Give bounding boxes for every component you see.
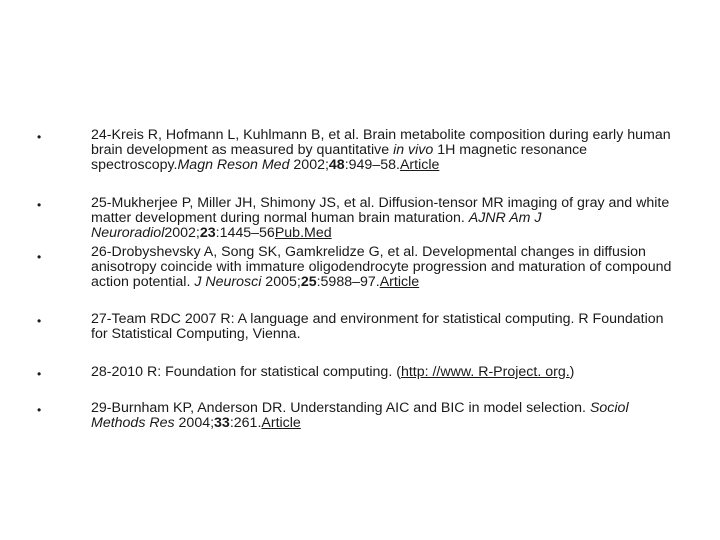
reference-25 bbox=[91, 196, 681, 242]
reference-28 bbox=[91, 365, 681, 380]
reference-volume: 23 bbox=[199, 225, 216, 242]
reference-text: 26-Drobyshevsky A, Song SK, Gamkrelidze G, et al. Developmental changes in diffusion anisotropy coincide with immature oligodendrocyte progression and maturation of compound action potential. bbox=[91, 244, 672, 291]
journal-name: Magn Reson Med bbox=[177, 157, 290, 174]
article-link[interactable]: Article bbox=[261, 415, 301, 432]
reference-year: 2002; bbox=[289, 157, 329, 174]
reference-year: 2004; bbox=[174, 415, 215, 432]
reference-29 bbox=[91, 401, 681, 431]
reference-italic: in vivo bbox=[393, 142, 434, 159]
reference-year: 2002; bbox=[164, 225, 200, 242]
article-link[interactable]: Article bbox=[379, 274, 420, 291]
article-link[interactable]: Article bbox=[399, 157, 440, 174]
reference-text: ) bbox=[569, 364, 575, 380]
bullet: • bbox=[37, 314, 42, 328]
reference-26 bbox=[91, 245, 681, 291]
reference-text: 28-2010 R: Foundation for statistical computing. ( bbox=[91, 364, 401, 380]
reference-volume: 48 bbox=[328, 157, 345, 174]
reference-year: 2005; bbox=[261, 274, 301, 291]
pubmed-link[interactable]: Pub.Med bbox=[274, 225, 332, 242]
reference-27 bbox=[91, 312, 681, 342]
r-project-link[interactable]: http: //www. R-Project. org. bbox=[400, 364, 570, 380]
reference-text: 25-Mukherjee P, Miller JH, Shimony JS, et al. Diffusion-tensor MR imaging of gray and white matter development during normal human brain maturation. bbox=[91, 195, 670, 227]
reference-pages: :5988–97. bbox=[316, 274, 380, 291]
reference-text: 1H magnetic resonance spectroscopy. bbox=[91, 142, 588, 174]
bullet: • bbox=[37, 198, 42, 212]
reference-text: 24-Kreis R, Hofmann L, Kuhlmann B, et al. Brain metabolite composition during early human brain development as measured by quantitative bbox=[91, 127, 671, 159]
reference-volume: 25 bbox=[300, 274, 317, 291]
reference-pages: :1445–56 bbox=[215, 225, 275, 242]
bullet: • bbox=[37, 367, 42, 381]
reference-24 bbox=[91, 128, 681, 174]
reference-text: 29-Burnham KP, Anderson DR. Understanding AIC and BIC in model selection. bbox=[91, 400, 590, 416]
reference-pages: :949–58. bbox=[344, 157, 400, 174]
journal-name: AJNR Am J Neuroradiol bbox=[91, 210, 542, 242]
bullet: • bbox=[37, 130, 42, 144]
journal-name: Sociol Methods Res bbox=[91, 400, 629, 432]
bullet: • bbox=[37, 250, 42, 264]
reference-text: 27-Team RDC 2007 R: A language and environment for statistical computing. R Foundation for Statistical Computing, Vienna. bbox=[91, 311, 664, 343]
journal-name: J Neurosci bbox=[194, 274, 262, 291]
reference-volume: 33 bbox=[214, 415, 230, 432]
bullet: • bbox=[37, 403, 42, 417]
reference-pages: :261. bbox=[229, 415, 262, 432]
